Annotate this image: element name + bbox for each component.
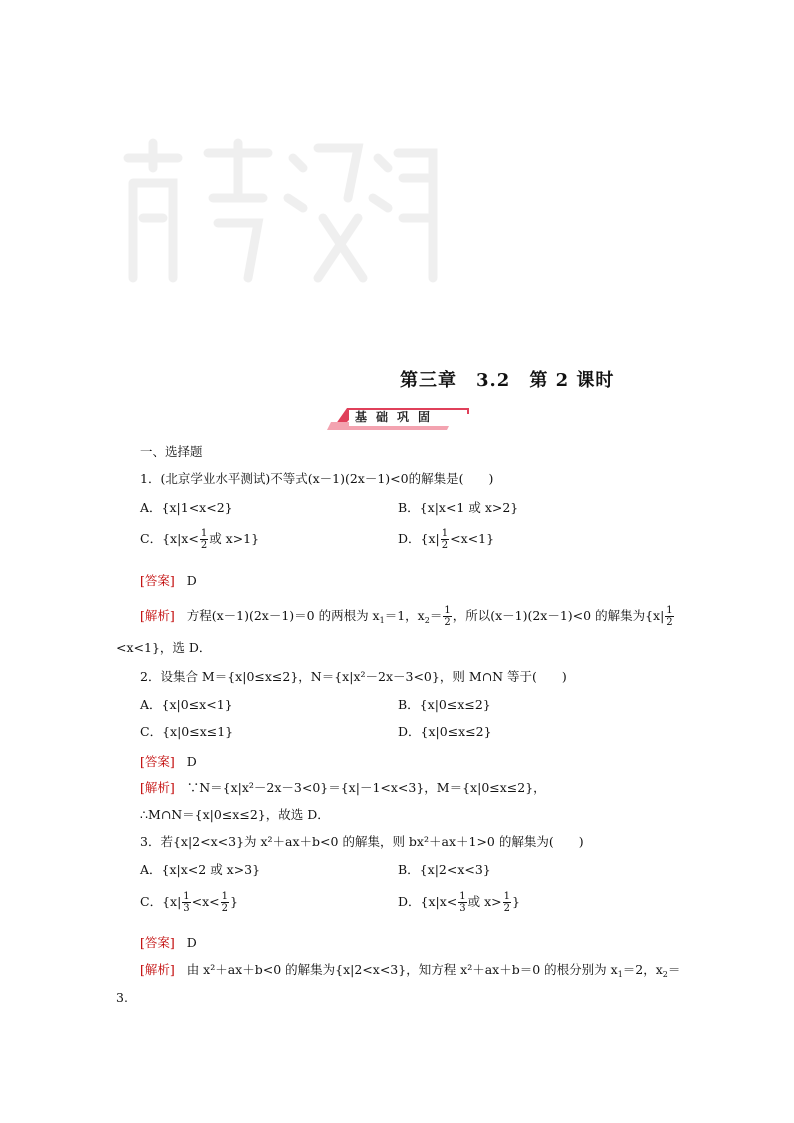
q1-answer: [答案] D (140, 573, 197, 588)
q3-explanation: [解析] 由 x²＋ax＋b<0 的解集为{x|2<x<3}，知方程 x²＋ax＋b＝0 的根分别为 $x_1=2$，$x_2=$ (140, 962, 681, 979)
fraction: $\frac{1}{2}$ (441, 528, 449, 551)
q3-option-b: B．{x|2<x<3} (398, 862, 491, 877)
q2-option-c: C．{x|0≤x≤1} (140, 724, 234, 739)
fraction: $\frac{1}{3}$ (459, 891, 466, 914)
fraction: $\frac{1}{2}$ (221, 891, 229, 914)
q2-stem: 2．设集合 M＝{x|0≤x≤2}，N＝{x|x²－2x－3<0}，则 M∩N 等于( ) (140, 669, 567, 684)
page-title: 第三章 3.2 第 2 课时 (400, 370, 615, 391)
q1-option-d: D．{x| $\frac{1}{2}$ <x<1} (398, 528, 495, 551)
q1-stem: 1．(北京学业水平测试)不等式(x－1)(2x－1)<0的解集是( ) (140, 471, 494, 486)
section-heading: 一、选择题 (140, 444, 203, 459)
q2-option-a: A．{x|0≤x<1} (140, 697, 233, 712)
fraction: $\frac{1}{3}$ (183, 891, 190, 914)
q1-option-b: B．{x|x<1 或 x>2} (398, 500, 519, 515)
q3-stem: 3．若{x|2<x<3}为 x²＋ax＋b<0 的解集，则 bx²＋ax＋1>0 的解集为( ) (140, 834, 584, 849)
q3-explanation-cont: 3. (116, 990, 128, 1005)
q2-explanation-cont: ∴M∩N＝{x|0≤x≤2}，故选 D． (140, 807, 330, 822)
q2-explanation: [解析] ∵N＝{x|x²－2x－3<0}＝{x|－1<x<3}，M＝{x|0≤x≤2}， (140, 780, 546, 795)
fraction: $\frac{1}{2}$ (444, 605, 451, 628)
q3-answer: [答案] D (140, 935, 197, 950)
q2-answer: [答案] D (140, 754, 197, 769)
q1-explanation: [解析] 方程(x－1)(2x－1)＝0 的两根为 $x_1=1$，$x_2=$ $\frac{1}{2}$ ，所以(x－1)(2x－1)<0 的解集为{x| $\frac{1}{2}$ (140, 605, 673, 628)
badge-label: 基础巩固 (355, 410, 440, 424)
fraction: $\frac{1}{2}$ (666, 605, 673, 628)
q1-explanation-cont: <x<1}，选 D． (116, 640, 212, 655)
q1-option-c: C．{x|x< $\frac{1}{2}$ 或 x>1} (140, 528, 260, 551)
fraction: $\frac{1}{2}$ (200, 528, 208, 551)
q1-option-a: A．{x|1<x<2} (140, 500, 233, 515)
q3-option-c: C．{x| $\frac{1}{3}$ <x< $\frac{1}{2}$ } (140, 891, 238, 914)
watermark-graphic (118, 138, 440, 288)
fraction: $\frac{1}{2}$ (503, 891, 511, 914)
q3-option-a: A．{x|x<2 或 x>3} (140, 862, 261, 877)
q3-option-d: D．{x|x< $\frac{1}{3}$ 或 x> $\frac{1}{2}$ } (398, 891, 520, 914)
q2-option-d: D．{x|0≤x≤2} (398, 724, 492, 739)
q2-option-b: B．{x|0≤x≤2} (398, 697, 491, 712)
